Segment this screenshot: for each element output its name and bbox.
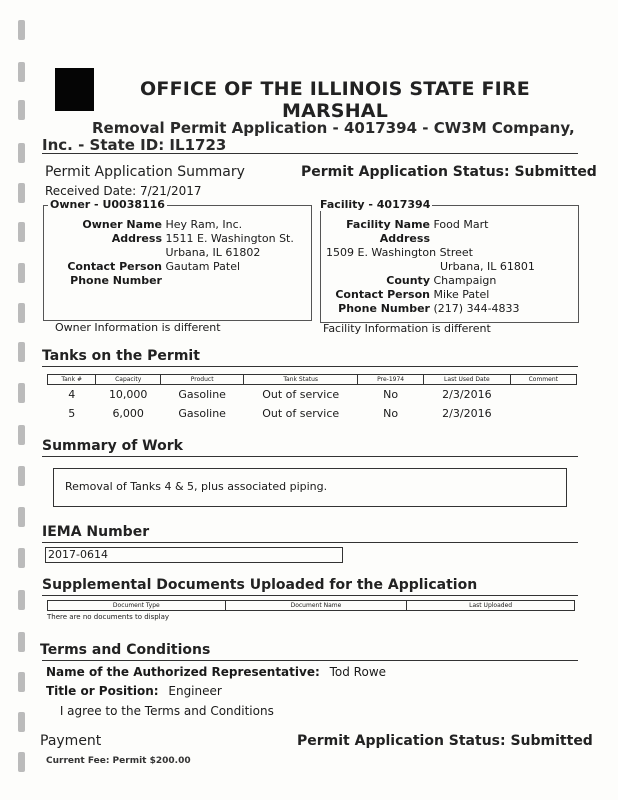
- facility-legend: Facility - 4017394: [320, 198, 431, 211]
- tank-pre1974: No: [383, 388, 399, 401]
- owner-legend: Owner - U0038116: [50, 198, 165, 211]
- col-capacity: Capacity: [96, 375, 161, 385]
- col-comment: Comment: [510, 375, 576, 385]
- owner-name: Hey Ram, Inc.: [165, 218, 243, 231]
- iema-heading: IEMA Number: [42, 524, 150, 540]
- application-status: Permit Application Status: Submitted: [301, 164, 597, 180]
- title-value: Engineer: [168, 684, 222, 698]
- divider: [42, 595, 578, 596]
- received-date: Received Date: 7/21/2017: [45, 184, 202, 198]
- owner-phone-label: Phone Number: [70, 274, 162, 287]
- payment-heading: Payment: [40, 733, 102, 749]
- divider: [42, 366, 578, 367]
- facility-contact-label: Contact Person: [335, 288, 430, 301]
- divider: [42, 660, 578, 661]
- facility-contact: Mike Patel: [433, 288, 490, 301]
- col-document-name: Document Name: [225, 601, 407, 611]
- permit-subtitle-line2: Inc. - State ID: IL1723: [42, 136, 227, 154]
- facility-county: Champaign: [433, 274, 497, 287]
- rep-row: [46, 665, 386, 679]
- tank-comment: [510, 385, 576, 405]
- tank-status: Out of service: [262, 388, 340, 401]
- facility-address1: 1509 E. Washington Street: [326, 246, 473, 259]
- tank-last-used: 2/3/2016: [442, 407, 492, 420]
- facility-name: Food Mart: [433, 218, 489, 231]
- iema-input[interactable]: [45, 547, 343, 563]
- col-document-type: Document Type: [48, 601, 226, 611]
- docs-table: [47, 600, 575, 611]
- tank-capacity: 6,000: [112, 407, 144, 420]
- col-last-uploaded: Last Uploaded: [407, 601, 575, 611]
- owner-name-label: Owner Name: [82, 218, 162, 231]
- iema-value: 2017-0614: [48, 548, 108, 561]
- tank-comment: [510, 404, 576, 423]
- owner-contact: Gautam Patel: [165, 260, 241, 273]
- current-fee: Current Fee: Permit $200.00: [46, 756, 191, 766]
- owner-contact-label: Contact Person: [67, 260, 162, 273]
- facility-address2: Urbana, IL 61801: [440, 260, 535, 273]
- col-last-used: Last Used Date: [424, 375, 510, 385]
- owner-note: Owner Information is different: [55, 321, 221, 334]
- owner-details: [47, 218, 294, 288]
- title-row: [46, 684, 222, 698]
- docs-heading: Supplemental Documents Uploaded for the Application: [42, 577, 478, 593]
- page-title: OFFICE OF THE ILLINOIS STATE FIRE MARSHAL: [140, 78, 530, 122]
- terms-heading: Terms and Conditions: [40, 642, 211, 658]
- work-text: Removal of Tanks 4 & 5, plus associated piping.: [65, 480, 328, 493]
- docs-empty: There are no documents to display: [47, 613, 170, 621]
- col-product: Product: [160, 375, 243, 385]
- owner-address2: Urbana, IL 61802: [165, 246, 261, 259]
- tank-number: 5: [68, 407, 76, 420]
- table-row: [48, 404, 577, 423]
- tank-number: 4: [68, 388, 76, 401]
- facility-note: Facility Information is different: [323, 322, 491, 335]
- work-textarea[interactable]: [53, 468, 567, 507]
- tank-product: Gasoline: [178, 407, 226, 420]
- facility-phone-label: Phone Number: [338, 302, 430, 315]
- divider: [42, 542, 578, 543]
- payment-status: Permit Application Status: Submitted: [297, 733, 593, 749]
- agree-checkbox[interactable]: [46, 709, 52, 715]
- facility-phone: (217) 344-4833: [433, 302, 520, 315]
- agency-logo: [55, 68, 94, 111]
- agree-label: I agree to the Terms and Conditions: [59, 704, 274, 718]
- col-pre1974: Pre-1974: [358, 375, 424, 385]
- facility-name-label: Facility Name: [346, 218, 430, 231]
- table-row: [48, 385, 577, 405]
- owner-address-label: Address: [111, 232, 162, 245]
- tank-product: Gasoline: [178, 388, 226, 401]
- tank-status: Out of service: [262, 407, 340, 420]
- tanks-heading: Tanks on the Permit: [42, 348, 200, 364]
- facility-county-label: County: [386, 274, 430, 287]
- docs-header-row: [48, 601, 575, 611]
- work-heading: Summary of Work: [42, 438, 183, 454]
- rep-label: Name of the Authorized Representative:: [46, 665, 320, 679]
- agree-row[interactable]: [46, 704, 274, 718]
- tank-last-used: 2/3/2016: [442, 388, 492, 401]
- permit-subtitle-line1: Removal Permit Application - 4017394 - CW3M Company,: [92, 119, 575, 137]
- col-status: Tank Status: [244, 375, 358, 385]
- tanks-header-row: [48, 375, 577, 385]
- col-tank: Tank #: [48, 375, 96, 385]
- rep-name: Tod Rowe: [329, 665, 387, 679]
- owner-address1: 1511 E. Washington St.: [165, 232, 294, 245]
- divider: [42, 456, 578, 457]
- summary-heading: Permit Application Summary: [45, 164, 245, 180]
- tanks-table: [47, 374, 577, 423]
- facility-address-label: Address: [379, 232, 430, 245]
- tank-pre1974: No: [383, 407, 399, 420]
- divider: [42, 153, 578, 154]
- title-label: Title or Position:: [46, 684, 159, 698]
- tank-capacity: 10,000: [108, 388, 148, 401]
- facility-details: [322, 218, 535, 316]
